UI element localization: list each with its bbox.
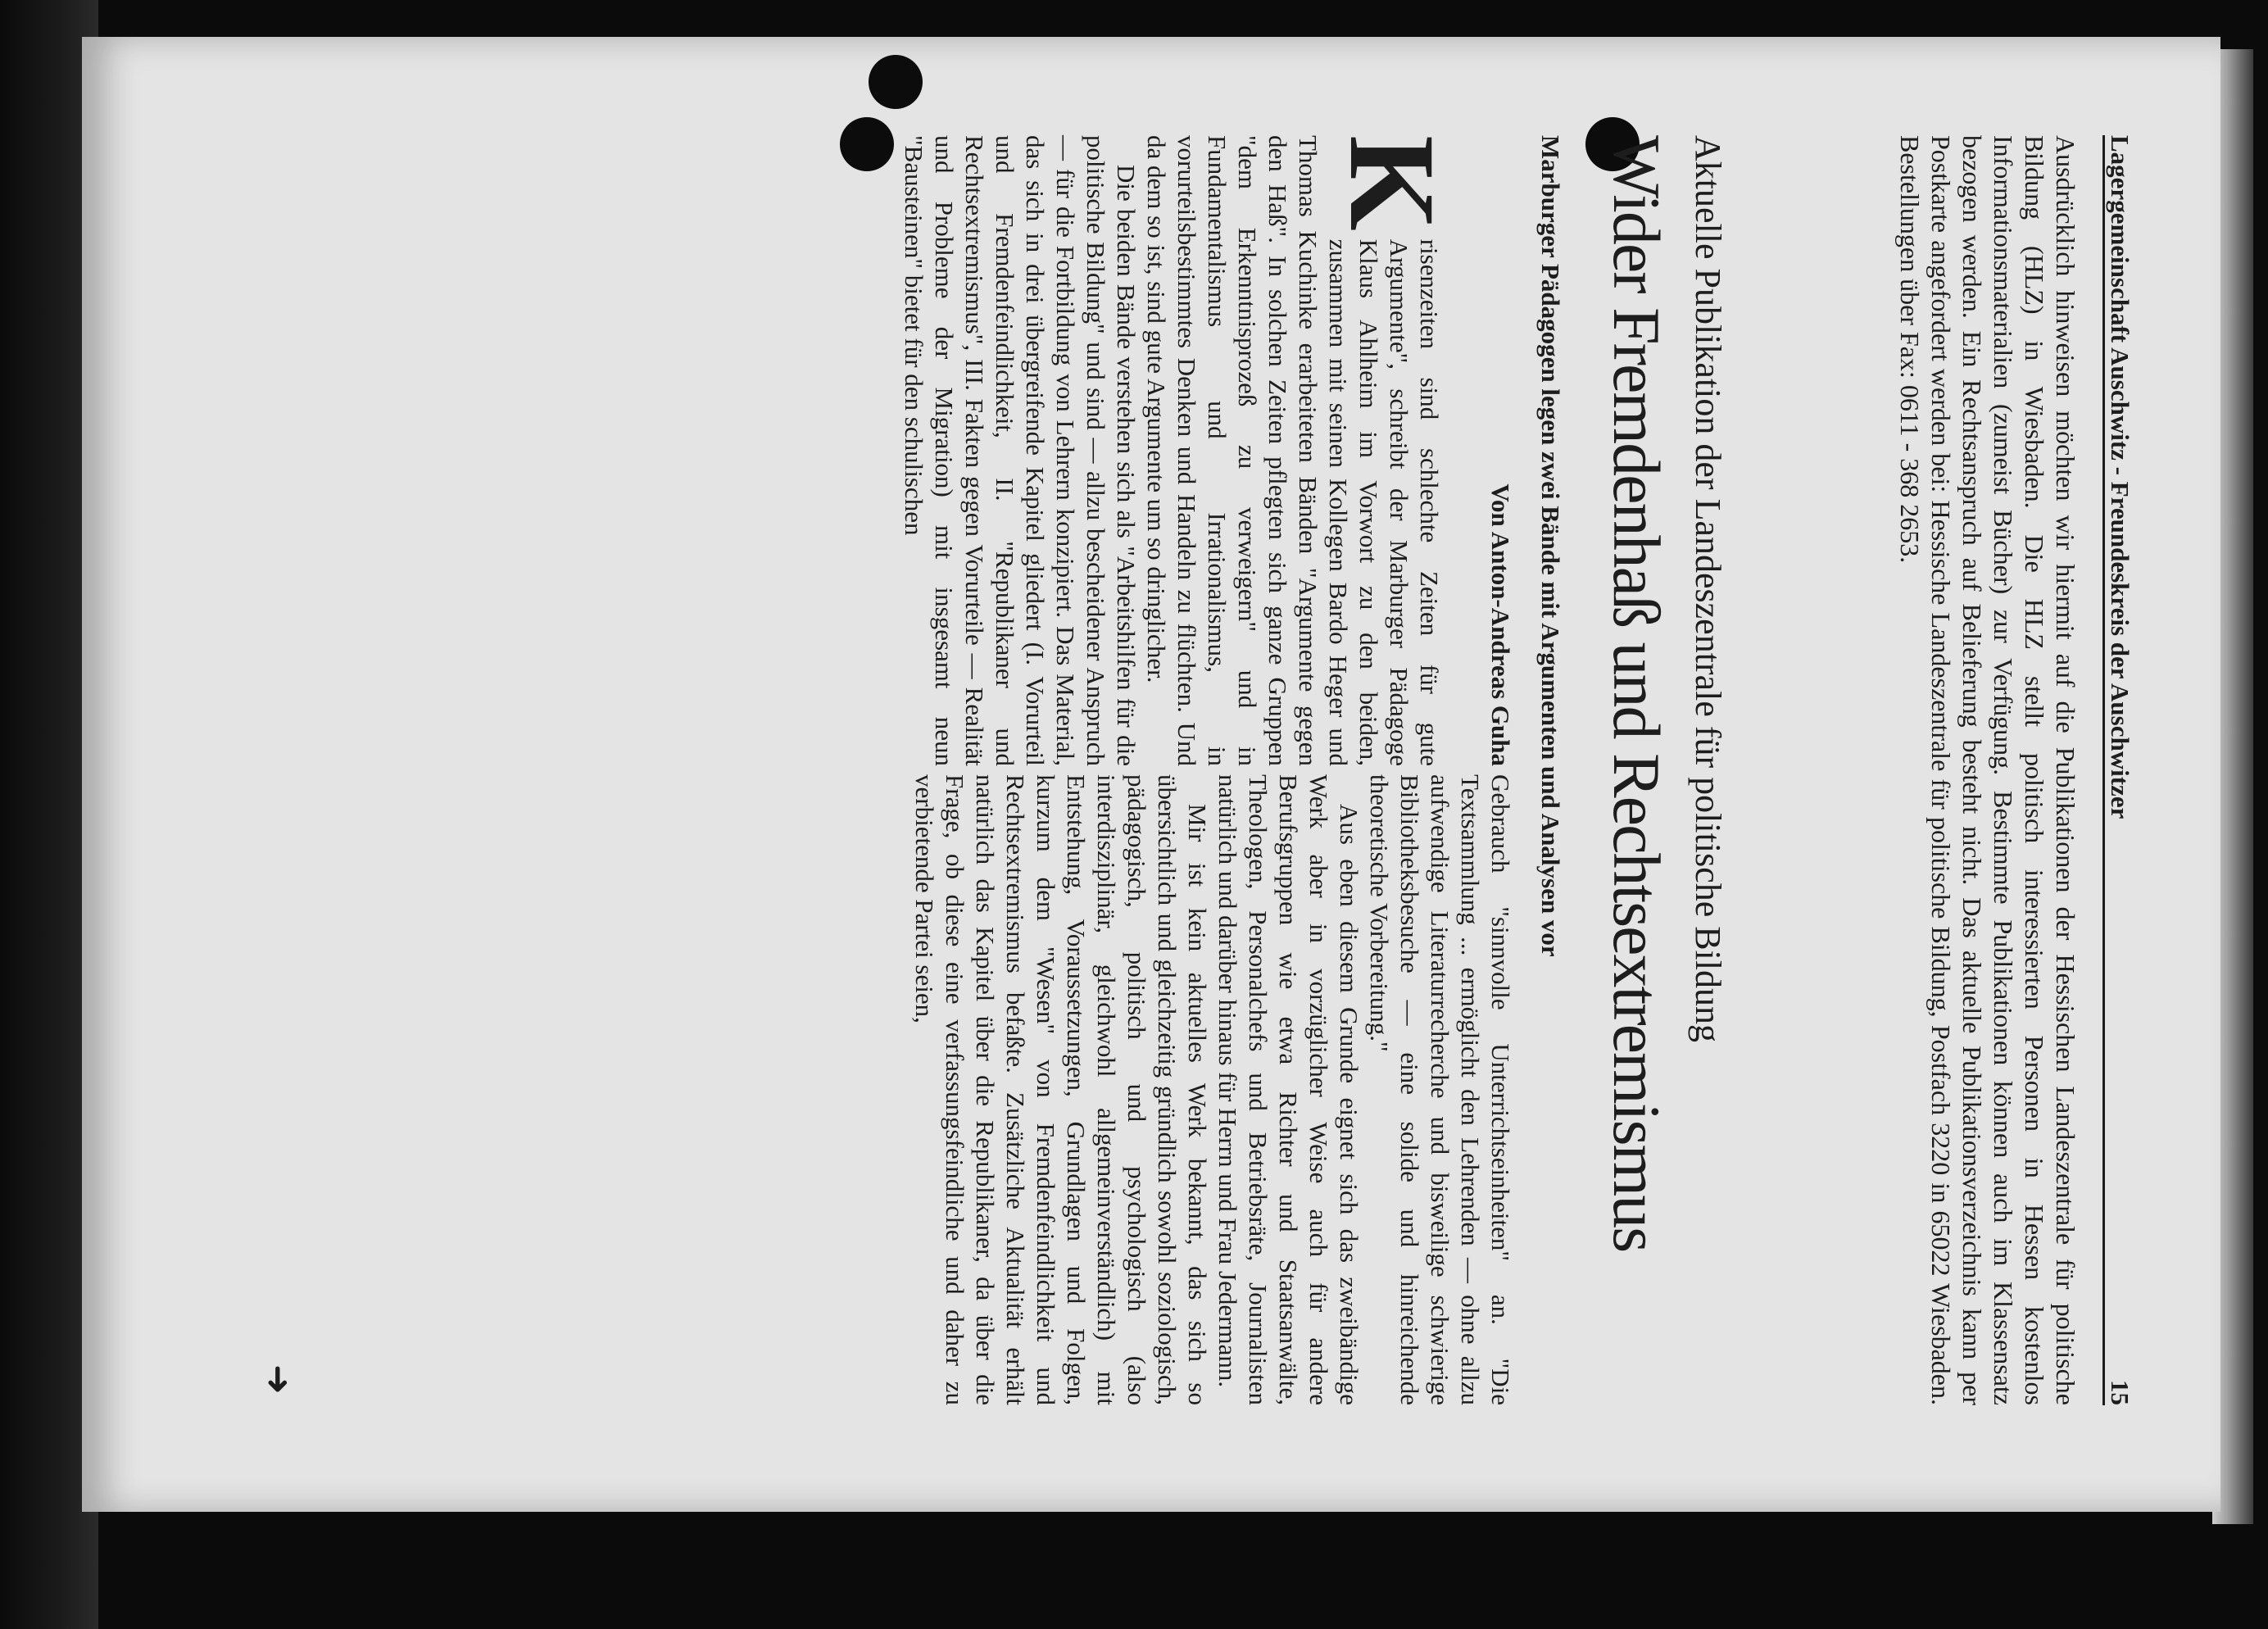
running-header xyxy=(2102,135,2143,1405)
article-paragraph xyxy=(1141,135,1460,766)
article-kicker: Aktuelle Publikation der Landeszentrale für politische Bildung xyxy=(1688,135,1728,1043)
article-column-right xyxy=(909,774,1516,1405)
article-paragraph: Mir ist kein aktuelles Werk bekannt, das sich so übersichtlich und gleichzeitig gründlich sowohl soziologisch, pädagogisch, politisch und psychologisch (also interdisziplinär, gleichwohl allgemeinverständlich) mit Entstehung, Voraussetzungen, Grundlagen und Folgen, kurzum dem "Wesen" von Fremdenfeindlichkeit und Rechtsextremismus befaßte. Zusätzliche Aktualität erhält natürlich das Kapitel über die Republikaner, da über die Frage, ob diese eine verfassungsfeindliche und daher zu verbietende Partei seien, xyxy=(910,774,1212,1405)
continue-arrow-icon: ➜ xyxy=(257,1364,299,1395)
rotated-page-content xyxy=(82,37,2220,1512)
article-headline: Wider Fremdenhaß und Rechtsextremismus xyxy=(1599,135,1674,1252)
page-number: 15 xyxy=(2106,1380,2134,1405)
article-subheadline: Marburger Pädagogen legen zwei Bände mit Argumenten und Analysen vor xyxy=(1536,135,1565,957)
drop-cap: K xyxy=(1324,135,1460,231)
article-paragraph: Gebrauch "sinnvolle Unterrichtseinheiten" an. "Die Textsammlung ... ermöglicht den Lehrenden — ohne allzu aufwendige Literaturrecherche und bisweilige schwierige Bibliotheksbesuche — eine solide und hinreichende theoretische Vorbereitung." xyxy=(1365,774,1515,1405)
intro-paragraph: Ausdrücklich hinweisen möchten wir hiermit auf die Publikationen der Hessischen Landeszentrale für politische Bildung (HLZ) in Wiesbaden. Die HLZ stellt politisch interessierten Personen in Hessen kostenlos Informationsmaterialien (zumeist Bücher) zur Verfügung. Bestimmte Publikationen können auch im Klassensatz bezogen werden. Ein Rechtsanspruch auf Belieferung besteht nicht. Das aktuelle Publikationsverzeichnis kann per Postkarte angefordert werden bei: Hessische Landeszentrale für politische Bildung, Postfach 3220 in 65022 Wiesbaden. Bestellungen über Fax: 0611 - 368 2653. xyxy=(1895,135,2080,1405)
article-column-left xyxy=(899,135,1516,766)
article-paragraph: Aus eben diesem Grunde eignet sich das zweibändige Werk aber in vorzüglicher Weise auch für andere Berufsgruppen wie etwa Richter und Staatsanwälte, Theologen, Personalchefs und Betriebsräte, Journalisten natürlich und darüber hinaus für Herrn und Frau Jedermann. xyxy=(1213,774,1363,1405)
article-paragraph-text: risenzeiten sind schlechte Zeiten für gute Argumente", schreibt der Marburger Pädagoge Klaus Ahlheim im Vorwort zu den beiden, zusammen mit seinen Kollegen Bardo Heger und Thomas Kuchinke erarbeiteten Bänden "Argumente gegen den Haß". In solchen Zeiten pflegten sich ganze Gruppen "dem Erkenntnisprozeß zu verweigern" und in Fundamentalismus und Irrationalismus, in vorurteilsbestimmtes Denken und Handeln zu flüchten. Und da dem so ist, sind gute Argumente um so dringlicher. xyxy=(1142,135,1444,766)
running-title: Lagergemeinschaft Auschwitz - Freundeskreis der Auschwitzer xyxy=(2106,135,2134,819)
document-page xyxy=(82,37,2220,1512)
article-paragraph: Die beiden Bände verstehen sich als "Arbeitshilfen für die politische Bildung" und sind — allzu bescheidener Anspruch — für die Fortbildung von Lehrern konzipiert. Das Material, das sich in drei übergreifende Kapitel gliedert (I. Vorurteil und Fremdenfeindlichkeit, II. "Republikaner und Rechtsextremismus", III. Fakten gegen Vorurteile — Realität und Probleme der Migration) mit insgesamt neun "Bausteinen" bietet für den schulischen xyxy=(900,135,1141,766)
article-byline: Von Anton-Andreas Guha xyxy=(1486,483,1515,766)
